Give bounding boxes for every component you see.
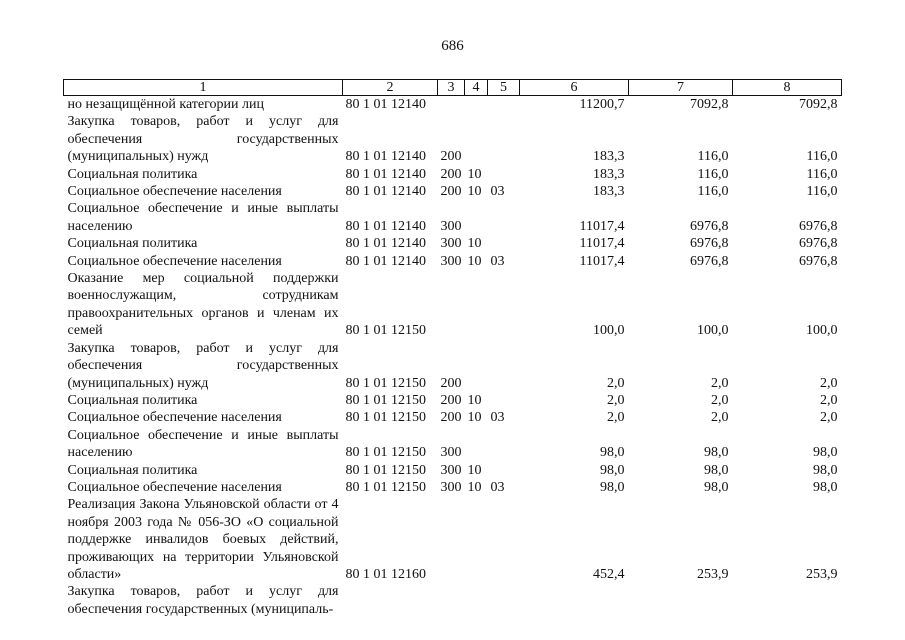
row-value-col8: 116,0 — [806, 166, 838, 182]
row-code — [343, 583, 438, 618]
row-expense-type: 200 — [440, 184, 462, 200]
header-cell: 8 — [733, 80, 842, 96]
row-value-col8: 98,0 — [813, 479, 838, 495]
row-code: 80 1 01 12150 — [345, 445, 426, 461]
row-value-col7 — [629, 583, 733, 618]
table-row — [64, 409, 842, 426]
row-subsection: 03 — [490, 253, 505, 269]
row-expense-type: 200 — [440, 375, 462, 391]
row-value-col7: 2,0 — [711, 410, 729, 426]
row-expense-type: 300 — [440, 479, 462, 495]
row-value-col7: 253,9 — [697, 566, 729, 582]
row-value-col8: 253,9 — [806, 566, 838, 582]
header-cell: 6 — [520, 80, 629, 96]
row-section — [465, 427, 488, 462]
row-value-col7: 2,0 — [711, 375, 729, 391]
row-value-col7: 116,0 — [697, 166, 729, 182]
row-subsection — [488, 235, 520, 252]
table-row — [64, 166, 842, 183]
row-expense-type: 300 — [440, 218, 462, 234]
row-value-col7: 98,0 — [704, 445, 729, 461]
budget-table — [63, 79, 842, 618]
row-section: 10 — [467, 184, 482, 200]
table-row — [64, 96, 842, 114]
table-row — [64, 253, 842, 270]
row-expense-type — [438, 583, 465, 618]
row-subsection — [488, 340, 520, 392]
row-name: Социальная политика — [67, 462, 198, 478]
row-name: Социальное обеспечение населения — [67, 253, 282, 269]
row-value-col8: 7092,8 — [799, 97, 838, 112]
row-code: 80 1 01 12150 — [345, 323, 426, 339]
row-code: 80 1 01 12140 — [345, 97, 426, 112]
row-name: Закупка товаров, работ и услуг для обеспечения государственных (муниципаль- — [67, 584, 339, 617]
row-subsection — [488, 270, 520, 340]
row-value-col6 — [520, 583, 629, 618]
row-subsection — [488, 200, 520, 235]
row-section — [465, 113, 488, 165]
row-value-col7: 100,0 — [697, 323, 729, 339]
row-value-col6: 2,0 — [607, 392, 625, 408]
row-value-col7: 6976,8 — [690, 236, 729, 252]
row-name: Социальная политика — [67, 392, 198, 408]
row-name: но незащищённой категории лиц — [67, 97, 264, 112]
row-value-col6: 2,0 — [607, 410, 625, 426]
row-value-col8: 98,0 — [813, 462, 838, 478]
row-section — [465, 496, 488, 583]
row-name: Оказание мер социальной поддержки военнослужащим, сотрудникам правоохранительных органов и членам их семей — [67, 271, 339, 339]
row-name: Социальное обеспечение населения — [67, 479, 282, 495]
row-code: 80 1 01 12150 — [345, 375, 426, 391]
table-row — [64, 427, 842, 462]
row-value-col6: 11200,7 — [579, 97, 625, 112]
row-code: 80 1 01 12140 — [345, 218, 426, 234]
row-value-col7: 2,0 — [711, 392, 729, 408]
row-value-col7: 6976,8 — [690, 253, 729, 269]
row-name: Социальное обеспечение населения — [67, 410, 282, 426]
table-row — [64, 392, 842, 409]
row-value-col8: 2,0 — [820, 392, 838, 408]
row-subsection: 03 — [490, 184, 505, 200]
row-section: 10 — [467, 166, 482, 182]
row-value-col8: 116,0 — [806, 184, 838, 200]
table-row — [64, 235, 842, 252]
row-value-col6: 2,0 — [607, 375, 625, 391]
header-cell: 3 — [438, 80, 465, 96]
row-section — [465, 270, 488, 340]
row-section — [465, 340, 488, 392]
row-subsection — [488, 96, 520, 114]
row-value-col6: 183,3 — [593, 149, 625, 165]
row-expense-type: 300 — [440, 253, 462, 269]
table-row — [64, 583, 842, 618]
table-row — [64, 183, 842, 200]
row-name: Реализация Закона Ульяновской области от 4 ноября 2003 года № 056-ЗО «О социальной поддержке инвалидов боевых действий, проживающих на территории Ульяновской области» — [67, 497, 339, 582]
row-expense-type: 300 — [440, 462, 462, 478]
row-subsection — [488, 113, 520, 165]
header-cell: 5 — [488, 80, 520, 96]
row-expense-type — [438, 270, 465, 340]
row-section: 10 — [467, 410, 482, 426]
header-row — [64, 80, 842, 96]
row-section: 10 — [467, 479, 482, 495]
row-value-col6: 183,3 — [593, 184, 625, 200]
row-code: 80 1 01 12150 — [345, 392, 426, 408]
row-value-col6: 100,0 — [593, 323, 625, 339]
row-value-col7: 98,0 — [704, 479, 729, 495]
row-name: Социальная политика — [67, 236, 198, 252]
row-code: 80 1 01 12140 — [345, 253, 426, 269]
row-value-col7: 7092,8 — [690, 97, 729, 112]
row-value-col6: 98,0 — [600, 479, 625, 495]
row-subsection — [488, 583, 520, 618]
header-cell: 4 — [465, 80, 488, 96]
row-name: Закупка товаров, работ и услуг для обеспечения государственных (муниципальных) нужд — [67, 340, 339, 391]
row-section — [465, 96, 488, 114]
row-code: 80 1 01 12140 — [345, 236, 426, 252]
row-value-col8: 6976,8 — [799, 236, 838, 252]
row-value-col8: 100,0 — [806, 323, 838, 339]
row-value-col7: 6976,8 — [690, 218, 729, 234]
row-subsection: 03 — [490, 479, 505, 495]
row-code: 80 1 01 12150 — [345, 462, 426, 478]
row-value-col6: 11017,4 — [579, 253, 625, 269]
row-subsection — [488, 462, 520, 479]
row-value-col6: 11017,4 — [579, 218, 625, 234]
row-subsection — [488, 392, 520, 409]
table-row — [64, 270, 842, 340]
row-value-col8 — [733, 583, 842, 618]
row-expense-type: 300 — [440, 445, 462, 461]
row-expense-type: 300 — [440, 236, 462, 252]
row-value-col8: 98,0 — [813, 445, 838, 461]
row-name: Социальное обеспечение населения — [67, 184, 282, 200]
row-expense-type: 200 — [440, 392, 462, 408]
row-subsection — [488, 166, 520, 183]
row-name: Социальное обеспечение и иные выплаты населению — [67, 427, 339, 461]
row-code: 80 1 01 12140 — [345, 149, 426, 165]
row-value-col8: 6976,8 — [799, 253, 838, 269]
table-row — [64, 496, 842, 583]
row-expense-type — [438, 96, 465, 114]
row-section — [465, 583, 488, 618]
table-body — [64, 96, 842, 619]
table-row — [64, 200, 842, 235]
row-code: 80 1 01 12150 — [345, 410, 426, 426]
row-expense-type — [438, 496, 465, 583]
row-expense-type: 200 — [440, 166, 462, 182]
page-number: 686 — [441, 38, 464, 54]
row-subsection — [488, 427, 520, 462]
table-row — [64, 340, 842, 392]
row-value-col8: 6976,8 — [799, 218, 838, 234]
row-name: Закупка товаров, работ и услуг для обеспечения государственных (муниципальных) нужд — [67, 114, 339, 165]
row-code: 80 1 01 12160 — [345, 566, 426, 582]
row-value-col7: 116,0 — [697, 149, 729, 165]
row-section: 10 — [467, 253, 482, 269]
row-value-col8: 2,0 — [820, 375, 838, 391]
row-section — [465, 200, 488, 235]
table-row — [64, 479, 842, 496]
row-name: Социальное обеспечение и иные выплаты населению — [67, 201, 339, 234]
row-value-col6: 452,4 — [593, 566, 625, 582]
table-row — [64, 462, 842, 479]
row-value-col8: 2,0 — [820, 410, 838, 426]
table-row — [64, 113, 842, 165]
row-subsection: 03 — [490, 410, 505, 426]
header-cell: 2 — [343, 80, 438, 96]
row-name: Социальная политика — [67, 166, 198, 182]
row-expense-type: 200 — [440, 149, 462, 165]
header-cell: 1 — [64, 80, 343, 96]
row-section: 10 — [467, 462, 482, 478]
row-code: 80 1 01 12140 — [345, 166, 426, 182]
row-expense-type: 200 — [440, 410, 462, 426]
row-value-col7: 98,0 — [704, 462, 729, 478]
row-code: 80 1 01 12150 — [345, 479, 426, 495]
row-value-col6: 183,3 — [593, 166, 625, 182]
row-value-col6: 11017,4 — [579, 236, 625, 252]
row-section: 10 — [467, 392, 482, 408]
row-value-col7: 116,0 — [697, 184, 729, 200]
row-subsection — [488, 496, 520, 583]
row-value-col8: 116,0 — [806, 149, 838, 165]
row-value-col6: 98,0 — [600, 445, 625, 461]
row-section: 10 — [467, 236, 482, 252]
row-value-col6: 98,0 — [600, 462, 625, 478]
row-code: 80 1 01 12140 — [345, 184, 426, 200]
header-cell: 7 — [629, 80, 733, 96]
